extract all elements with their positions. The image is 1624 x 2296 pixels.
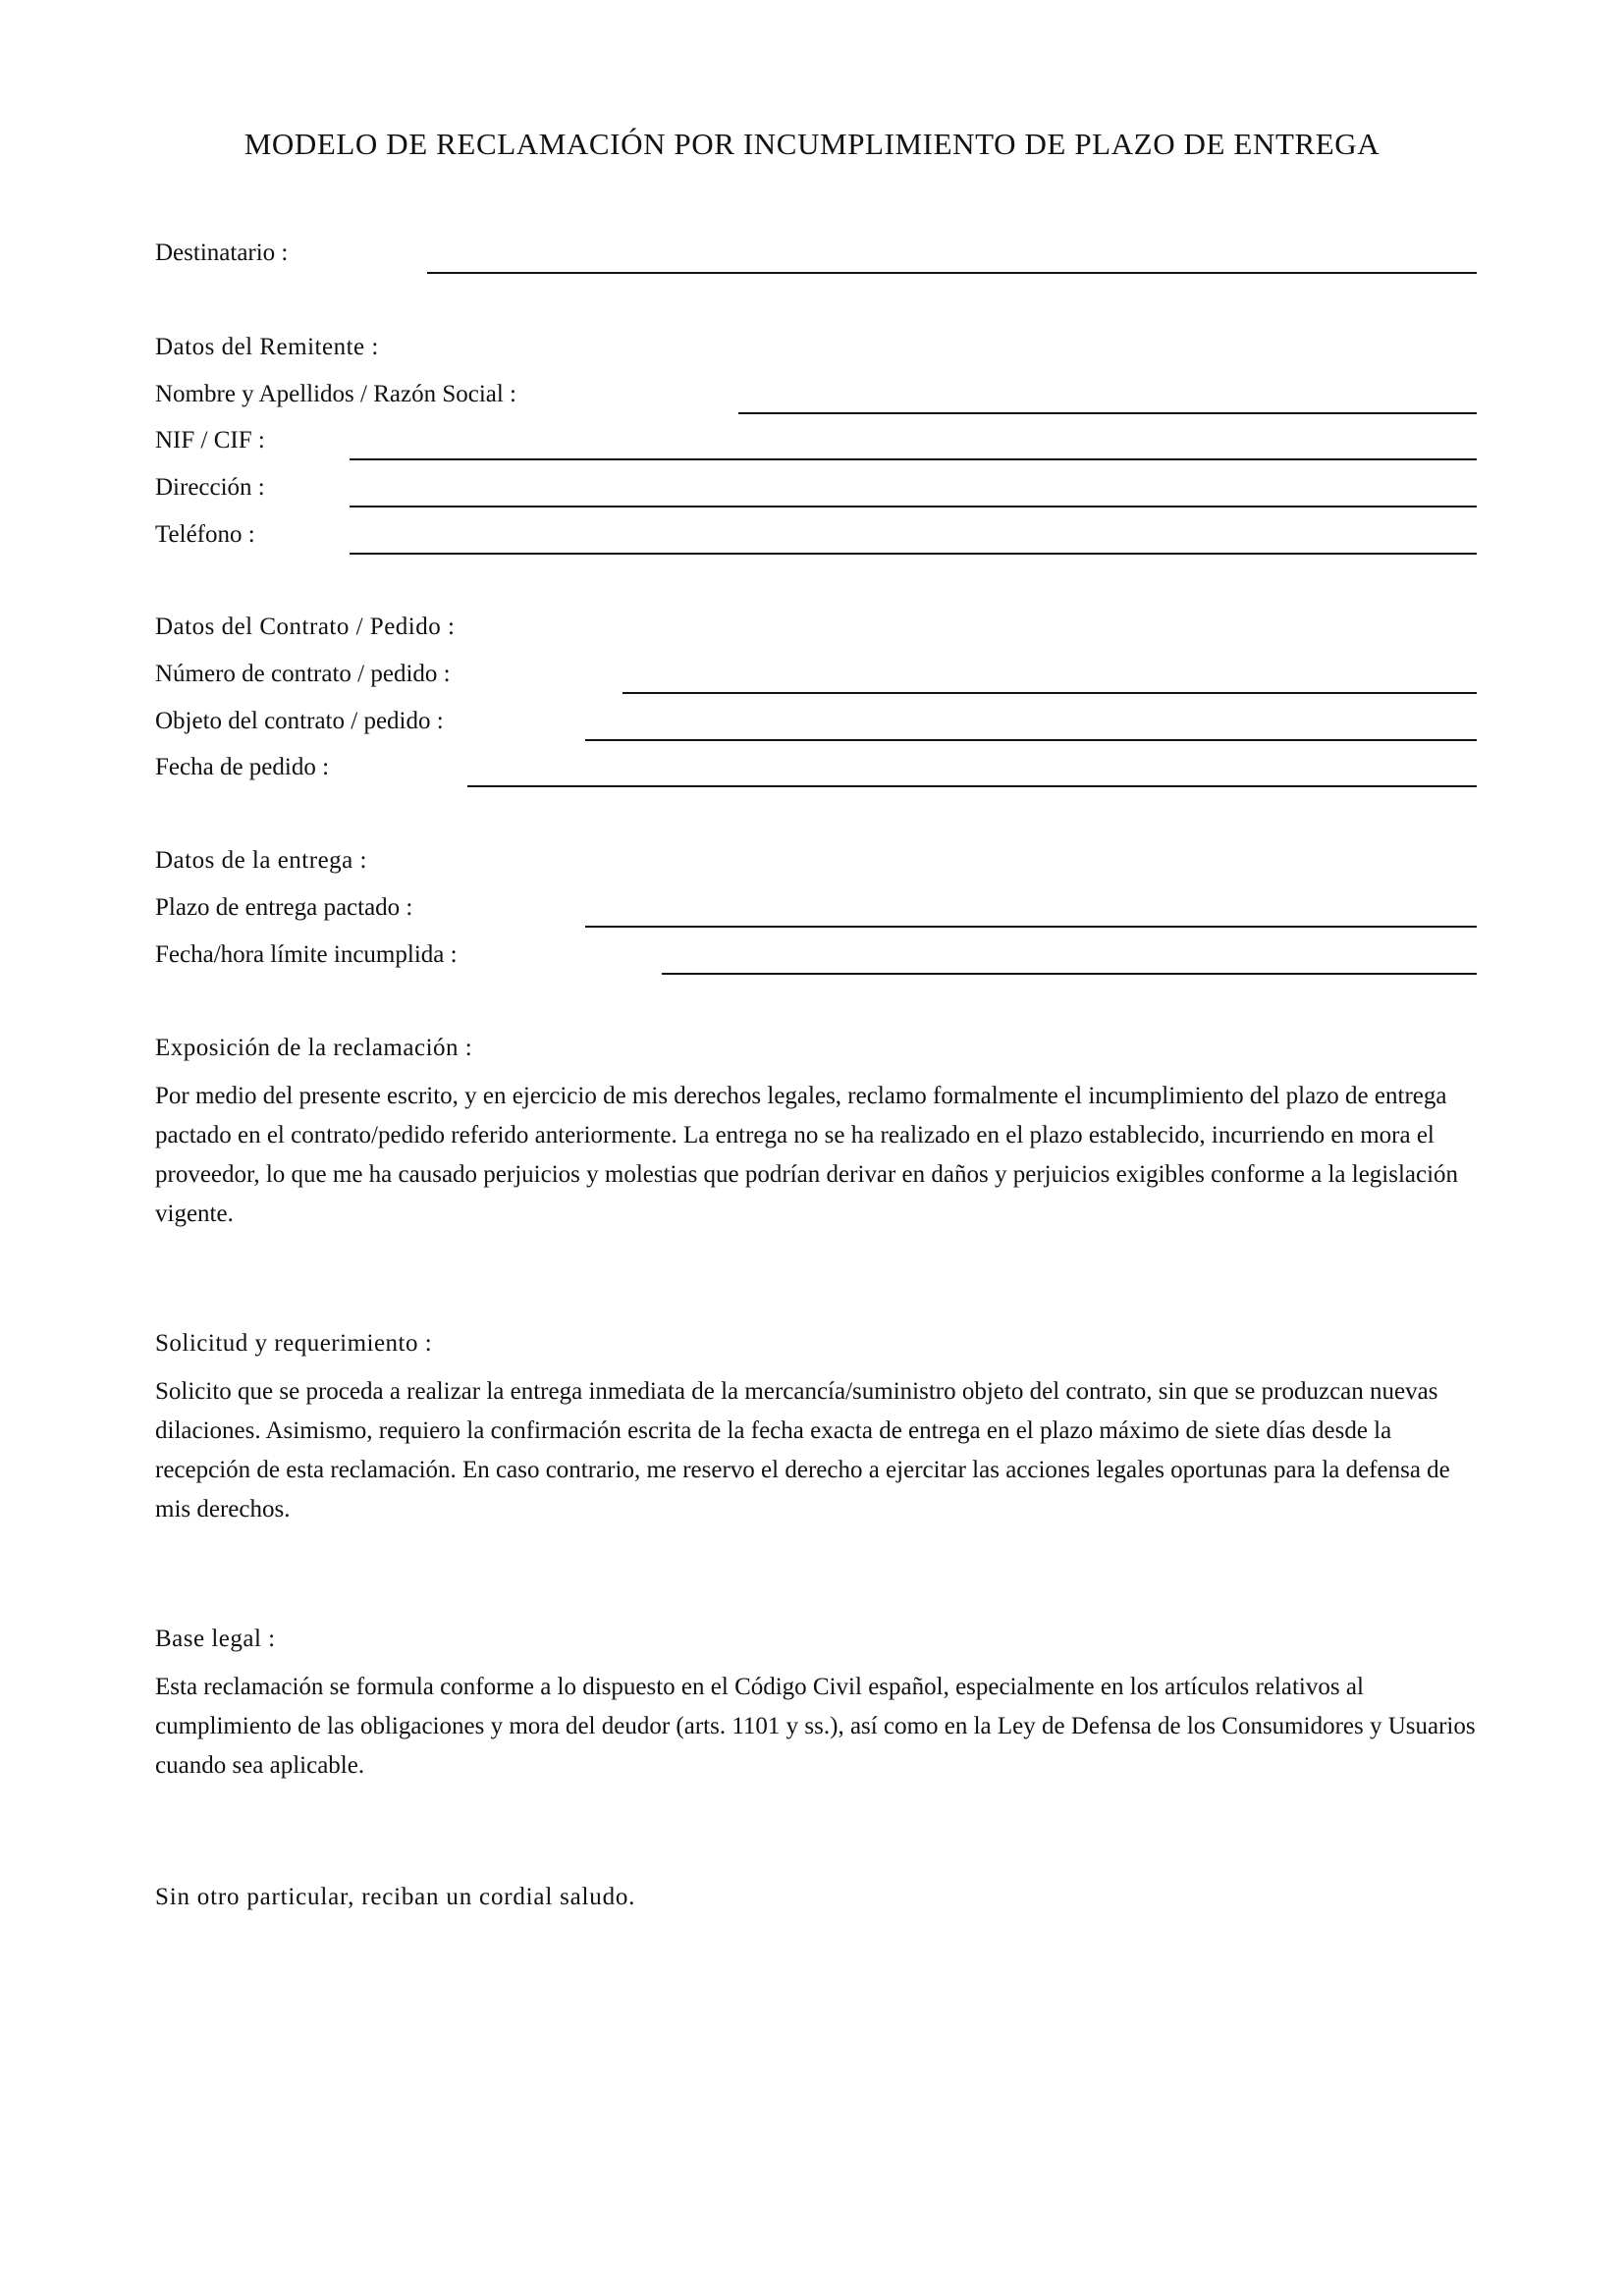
sender-address-label: Dirección : — [155, 474, 265, 501]
sender-nif-label: NIF / CIF : — [155, 427, 265, 454]
exposition-paragraph: Por medio del presente escrito, y en ejercicio de mis derechos legales, reclamo formalmente el incumplimiento del plazo de entrega pactado en el contrato/pedido referido anteriormente. La entrega no se ha realizado en el plazo establecido, incurriendo en mora el proveedor, lo que me ha causado perjuicios y molestias que podrían derivar en daños y perjuicios exigibles conforme a la legislación vigente. — [155, 1083, 1459, 1227]
contract-object-label: Objeto del contrato / pedido : — [155, 708, 444, 734]
sender-nif-line — [350, 458, 1477, 460]
document-title: MODELO DE RECLAMACIÓN POR INCUMPLIMIENTO DE PLAZO DE ENTREGA — [244, 127, 1380, 161]
contract-number-field[interactable] — [623, 660, 1477, 695]
contract-number-label: Número de contrato / pedido : — [155, 661, 451, 687]
sender-name-label: Nombre y Apellidos / Razón Social : — [155, 381, 517, 407]
sender-phone-label: Teléfono : — [155, 521, 255, 548]
recipient-line — [427, 272, 1477, 274]
exposition-heading: Exposición de la reclamación : — [155, 1035, 473, 1061]
contract-date-line — [467, 785, 1477, 787]
sender-heading: Datos del Remitente : — [155, 334, 379, 360]
contract-heading: Datos del Contrato / Pedido : — [155, 614, 456, 640]
sender-name-field[interactable] — [738, 380, 1477, 415]
contract-object-line — [585, 739, 1477, 741]
delivery-heading: Datos de la entrega : — [155, 847, 367, 874]
request-heading: Solicitud y requerimiento : — [155, 1330, 433, 1357]
recipient-field[interactable] — [427, 239, 1477, 274]
delivery-term-line — [585, 926, 1477, 928]
request-paragraph: Solicito que se proceda a realizar la entrega inmediata de la mercancía/suministro objeto del contrato, sin que se produzcan nuevas dilaciones. Asimismo, requiero la confirmación escrita de la fecha exacta de entrega en el plazo máximo de siete días desde la recepción de esta reclamación. En caso contrario, me reservo el derecho a ejercitar las acciones legales oportunas para la defensa de mis derechos. — [155, 1378, 1450, 1522]
contract-date-field[interactable] — [467, 753, 1477, 788]
recipient-label: Destinatario : — [155, 240, 289, 266]
delivery-term-label: Plazo de entrega pactado : — [155, 894, 413, 921]
legal-basis-heading: Base legal : — [155, 1626, 276, 1652]
sender-name-line — [738, 412, 1477, 414]
sender-phone-line — [350, 553, 1477, 555]
sender-nif-field[interactable] — [350, 426, 1477, 461]
sender-address-line — [350, 506, 1477, 507]
sender-address-field[interactable] — [350, 473, 1477, 508]
delivery-deadline-label: Fecha/hora límite incumplida : — [155, 941, 458, 968]
legal-basis-paragraph: Esta reclamación se formula conforme a lo dispuesto en el Código Civil español, especialmente en los artículos relativos al cumplimiento de las obligaciones y mora del deudor (arts. 1101 y ss.), así como en la Ley de Defensa de los Consumidores y Usuarios cuando sea aplicable. — [155, 1674, 1476, 1779]
contract-date-label: Fecha de pedido : — [155, 754, 330, 780]
delivery-deadline-field[interactable] — [662, 940, 1477, 976]
delivery-deadline-line — [662, 973, 1477, 975]
contract-number-line — [623, 692, 1477, 694]
delivery-term-field[interactable] — [585, 893, 1477, 929]
sender-phone-field[interactable] — [350, 520, 1477, 556]
contract-object-field[interactable] — [585, 707, 1477, 742]
closing-line: Sin otro particular, reciban un cordial saludo. — [155, 1884, 636, 1910]
